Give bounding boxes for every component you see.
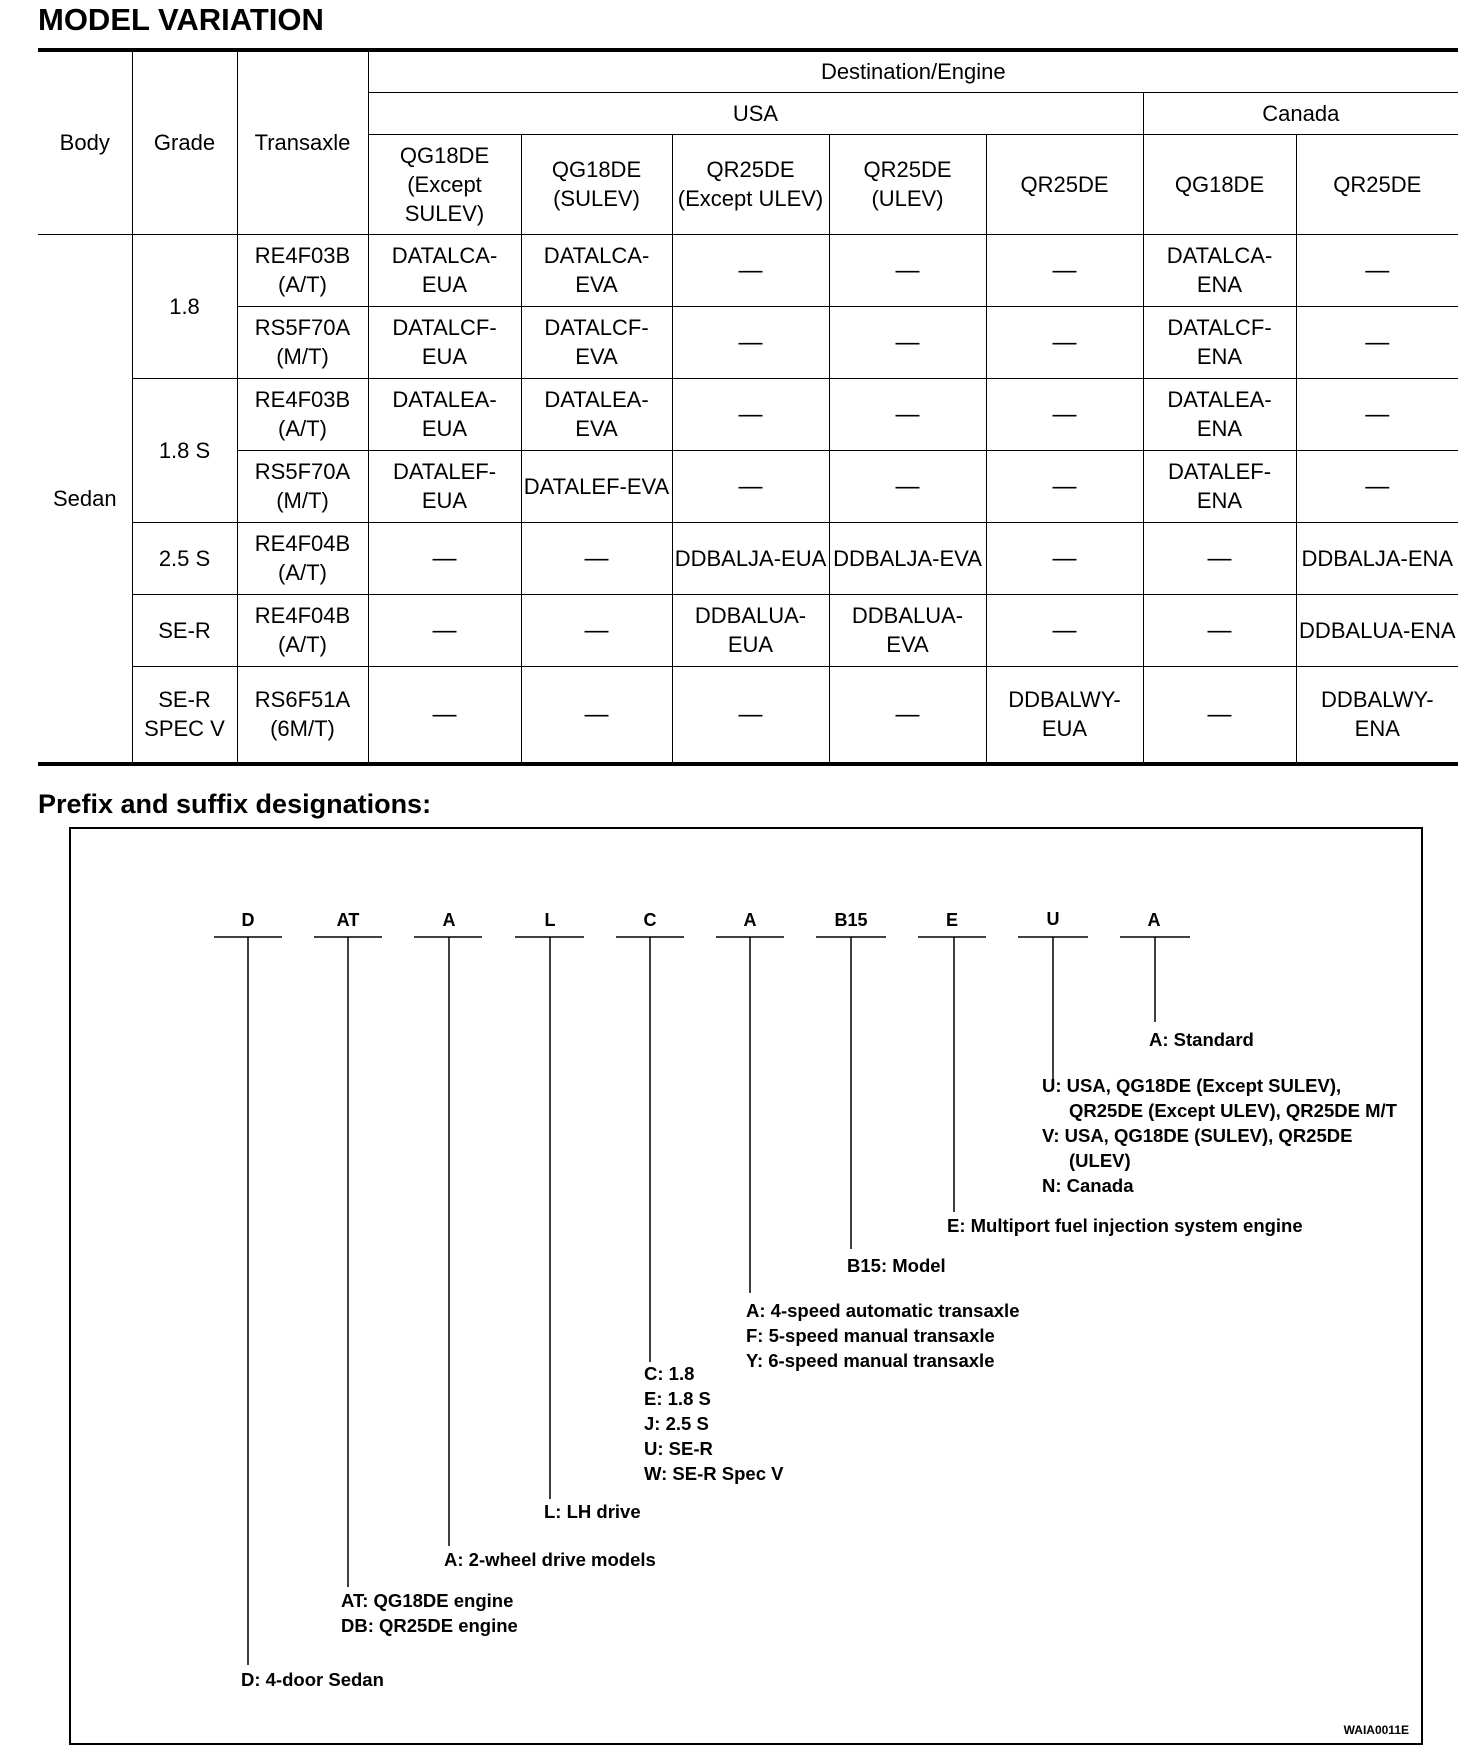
- legend-drive-models: A: 2-wheel drive models: [444, 1549, 656, 1570]
- model-code-cell: —: [986, 594, 1143, 666]
- model-code-cell: —: [829, 450, 986, 522]
- code-letter-grade: C: [643, 910, 657, 930]
- designation-connectors: [2, 2, 1472, 1758]
- model-code-cell: DATALCF-ENA: [1143, 306, 1296, 378]
- legend-destination: U: USA, QG18DE (Except SULEV), QR25DE (Except ULEV), QR25DE M/T V: USA, QG18DE (SULEV), QR25DE (ULEV) N: Canada: [1042, 1075, 1397, 1196]
- model-code-cell: —: [521, 522, 672, 594]
- model-code-cell: —: [829, 666, 986, 764]
- model-code-cell: DATALEA-EVA: [521, 378, 672, 450]
- header-transaxle: Transaxle: [237, 50, 368, 234]
- model-code-cell: —: [986, 450, 1143, 522]
- header-engine: QG18DE (Except SULEV): [368, 134, 521, 234]
- model-code-cell: —: [672, 666, 829, 764]
- model-code-cell: —: [986, 306, 1143, 378]
- model-code-cell: —: [672, 234, 829, 306]
- model-code-cell: —: [986, 234, 1143, 306]
- transaxle-cell: RE4F04B (A/T): [237, 522, 368, 594]
- model-code-cell: —: [1296, 234, 1458, 306]
- model-code-cell: —: [1296, 378, 1458, 450]
- header-body: Body: [38, 50, 132, 234]
- model-code-cell: —: [368, 594, 521, 666]
- model-code-cell: —: [829, 234, 986, 306]
- model-code-cell: —: [672, 306, 829, 378]
- designation-diagram: [69, 827, 1423, 1745]
- legend-model: B15: Model: [847, 1255, 946, 1276]
- model-code-cell: —: [368, 666, 521, 764]
- model-code-cell: —: [829, 378, 986, 450]
- grade-cell: 1.8: [132, 234, 237, 378]
- model-code-cell: DDBALWY-ENA: [1296, 666, 1458, 764]
- grade-cell: 1.8 S: [132, 378, 237, 522]
- model-code-cell: DDBALJA-EUA: [672, 522, 829, 594]
- model-code-cell: DDBALUA-EVA: [829, 594, 986, 666]
- transaxle-cell: RS5F70A (M/T): [237, 450, 368, 522]
- header-engine: QR25DE (Except ULEV): [672, 134, 829, 234]
- model-code-cell: DDBALUA-ENA: [1296, 594, 1458, 666]
- model-code-cell: DDBALJA-ENA: [1296, 522, 1458, 594]
- model-code-cell: DATALCF-EVA: [521, 306, 672, 378]
- grade-cell: SE-R: [132, 594, 237, 666]
- model-code-cell: DATALCF-EUA: [368, 306, 521, 378]
- model-code-cell: —: [672, 450, 829, 522]
- code-letter-engine: AT: [336, 910, 360, 930]
- transaxle-cell: RS5F70A (M/T): [237, 306, 368, 378]
- legend-drive: L: LH drive: [544, 1501, 641, 1522]
- model-code-cell: DDBALJA-EVA: [829, 522, 986, 594]
- transaxle-cell: RE4F03B (A/T): [237, 378, 368, 450]
- header-engine: QR25DE: [986, 134, 1143, 234]
- legend-engine-system: E: Multiport fuel injection system engine: [947, 1215, 1303, 1236]
- model-code-cell: —: [1296, 306, 1458, 378]
- model-code-cell: DATALCA-EVA: [521, 234, 672, 306]
- model-code-cell: —: [368, 522, 521, 594]
- model-code-cell: —: [1143, 666, 1296, 764]
- model-code-cell: —: [1143, 522, 1296, 594]
- code-letter-transaxle: A: [743, 910, 757, 930]
- legend-engine: AT: QG18DE engine DB: QR25DE engine: [341, 1590, 518, 1636]
- model-code-cell: —: [986, 378, 1143, 450]
- transaxle-cell: RE4F04B (A/T): [237, 594, 368, 666]
- code-letter-standard: A: [1147, 910, 1161, 930]
- model-code-cell: —: [521, 594, 672, 666]
- header-engine: QR25DE: [1296, 134, 1458, 234]
- model-code-cell: —: [986, 522, 1143, 594]
- code-letter-engine-system: E: [945, 910, 958, 930]
- body-cell: Sedan: [38, 234, 132, 764]
- model-code-cell: DATALEF-EVA: [521, 450, 672, 522]
- header-grade: Grade: [132, 50, 237, 234]
- model-code-cell: DDBALUA-EUA: [672, 594, 829, 666]
- code-letter-destination: U: [1046, 909, 1060, 929]
- designations-title: Prefix and suffix designations:: [38, 789, 432, 819]
- header-destination-engine: Destination/Engine: [368, 50, 1458, 92]
- code-letter-drive: L: [544, 910, 556, 930]
- model-code-cell: DATALEF-ENA: [1143, 450, 1296, 522]
- model-code-cell: DATALCA-EUA: [368, 234, 521, 306]
- transaxle-cell: RE4F03B (A/T): [237, 234, 368, 306]
- header-engine: QR25DE (ULEV): [829, 134, 986, 234]
- header-canada: Canada: [1143, 92, 1458, 134]
- model-code-cell: DATALEA-EUA: [368, 378, 521, 450]
- legend-body: D: 4-door Sedan: [241, 1669, 384, 1690]
- model-code-cell: —: [672, 378, 829, 450]
- model-code-cell: —: [521, 666, 672, 764]
- grade-cell: SE-R SPEC V: [132, 666, 237, 764]
- code-letter-body: D: [241, 910, 255, 930]
- legend-grade: C: 1.8 E: 1.8 S J: 2.5 S U: SE-R W: SE-R Spec V: [644, 1363, 784, 1484]
- model-code-cell: DATALEF-EUA: [368, 450, 521, 522]
- legend-standard: A: Standard: [1149, 1029, 1254, 1050]
- header-engine: QG18DE: [1143, 134, 1296, 234]
- header-engine: QG18DE (SULEV): [521, 134, 672, 234]
- figure-id: WAIA0011E: [1343, 1723, 1409, 1737]
- grade-cell: 2.5 S: [132, 522, 237, 594]
- model-code-cell: —: [1296, 450, 1458, 522]
- page-title: MODEL VARIATION: [38, 2, 324, 37]
- code-letter-drive-models: A: [442, 910, 456, 930]
- model-code-cell: DATALEA-ENA: [1143, 378, 1296, 450]
- model-code-cell: —: [829, 306, 986, 378]
- legend-transaxle: A: 4-speed automatic transaxle F: 5-speed manual transaxle Y: 6-speed manual transaxle: [746, 1300, 1020, 1371]
- transaxle-cell: RS6F51A (6M/T): [237, 666, 368, 764]
- code-letter-model: B15: [834, 910, 868, 930]
- header-usa: USA: [368, 92, 1143, 134]
- model-code-cell: —: [1143, 594, 1296, 666]
- model-code-cell: DDBALWY-EUA: [986, 666, 1143, 764]
- model-code-cell: DATALCA-ENA: [1143, 234, 1296, 306]
